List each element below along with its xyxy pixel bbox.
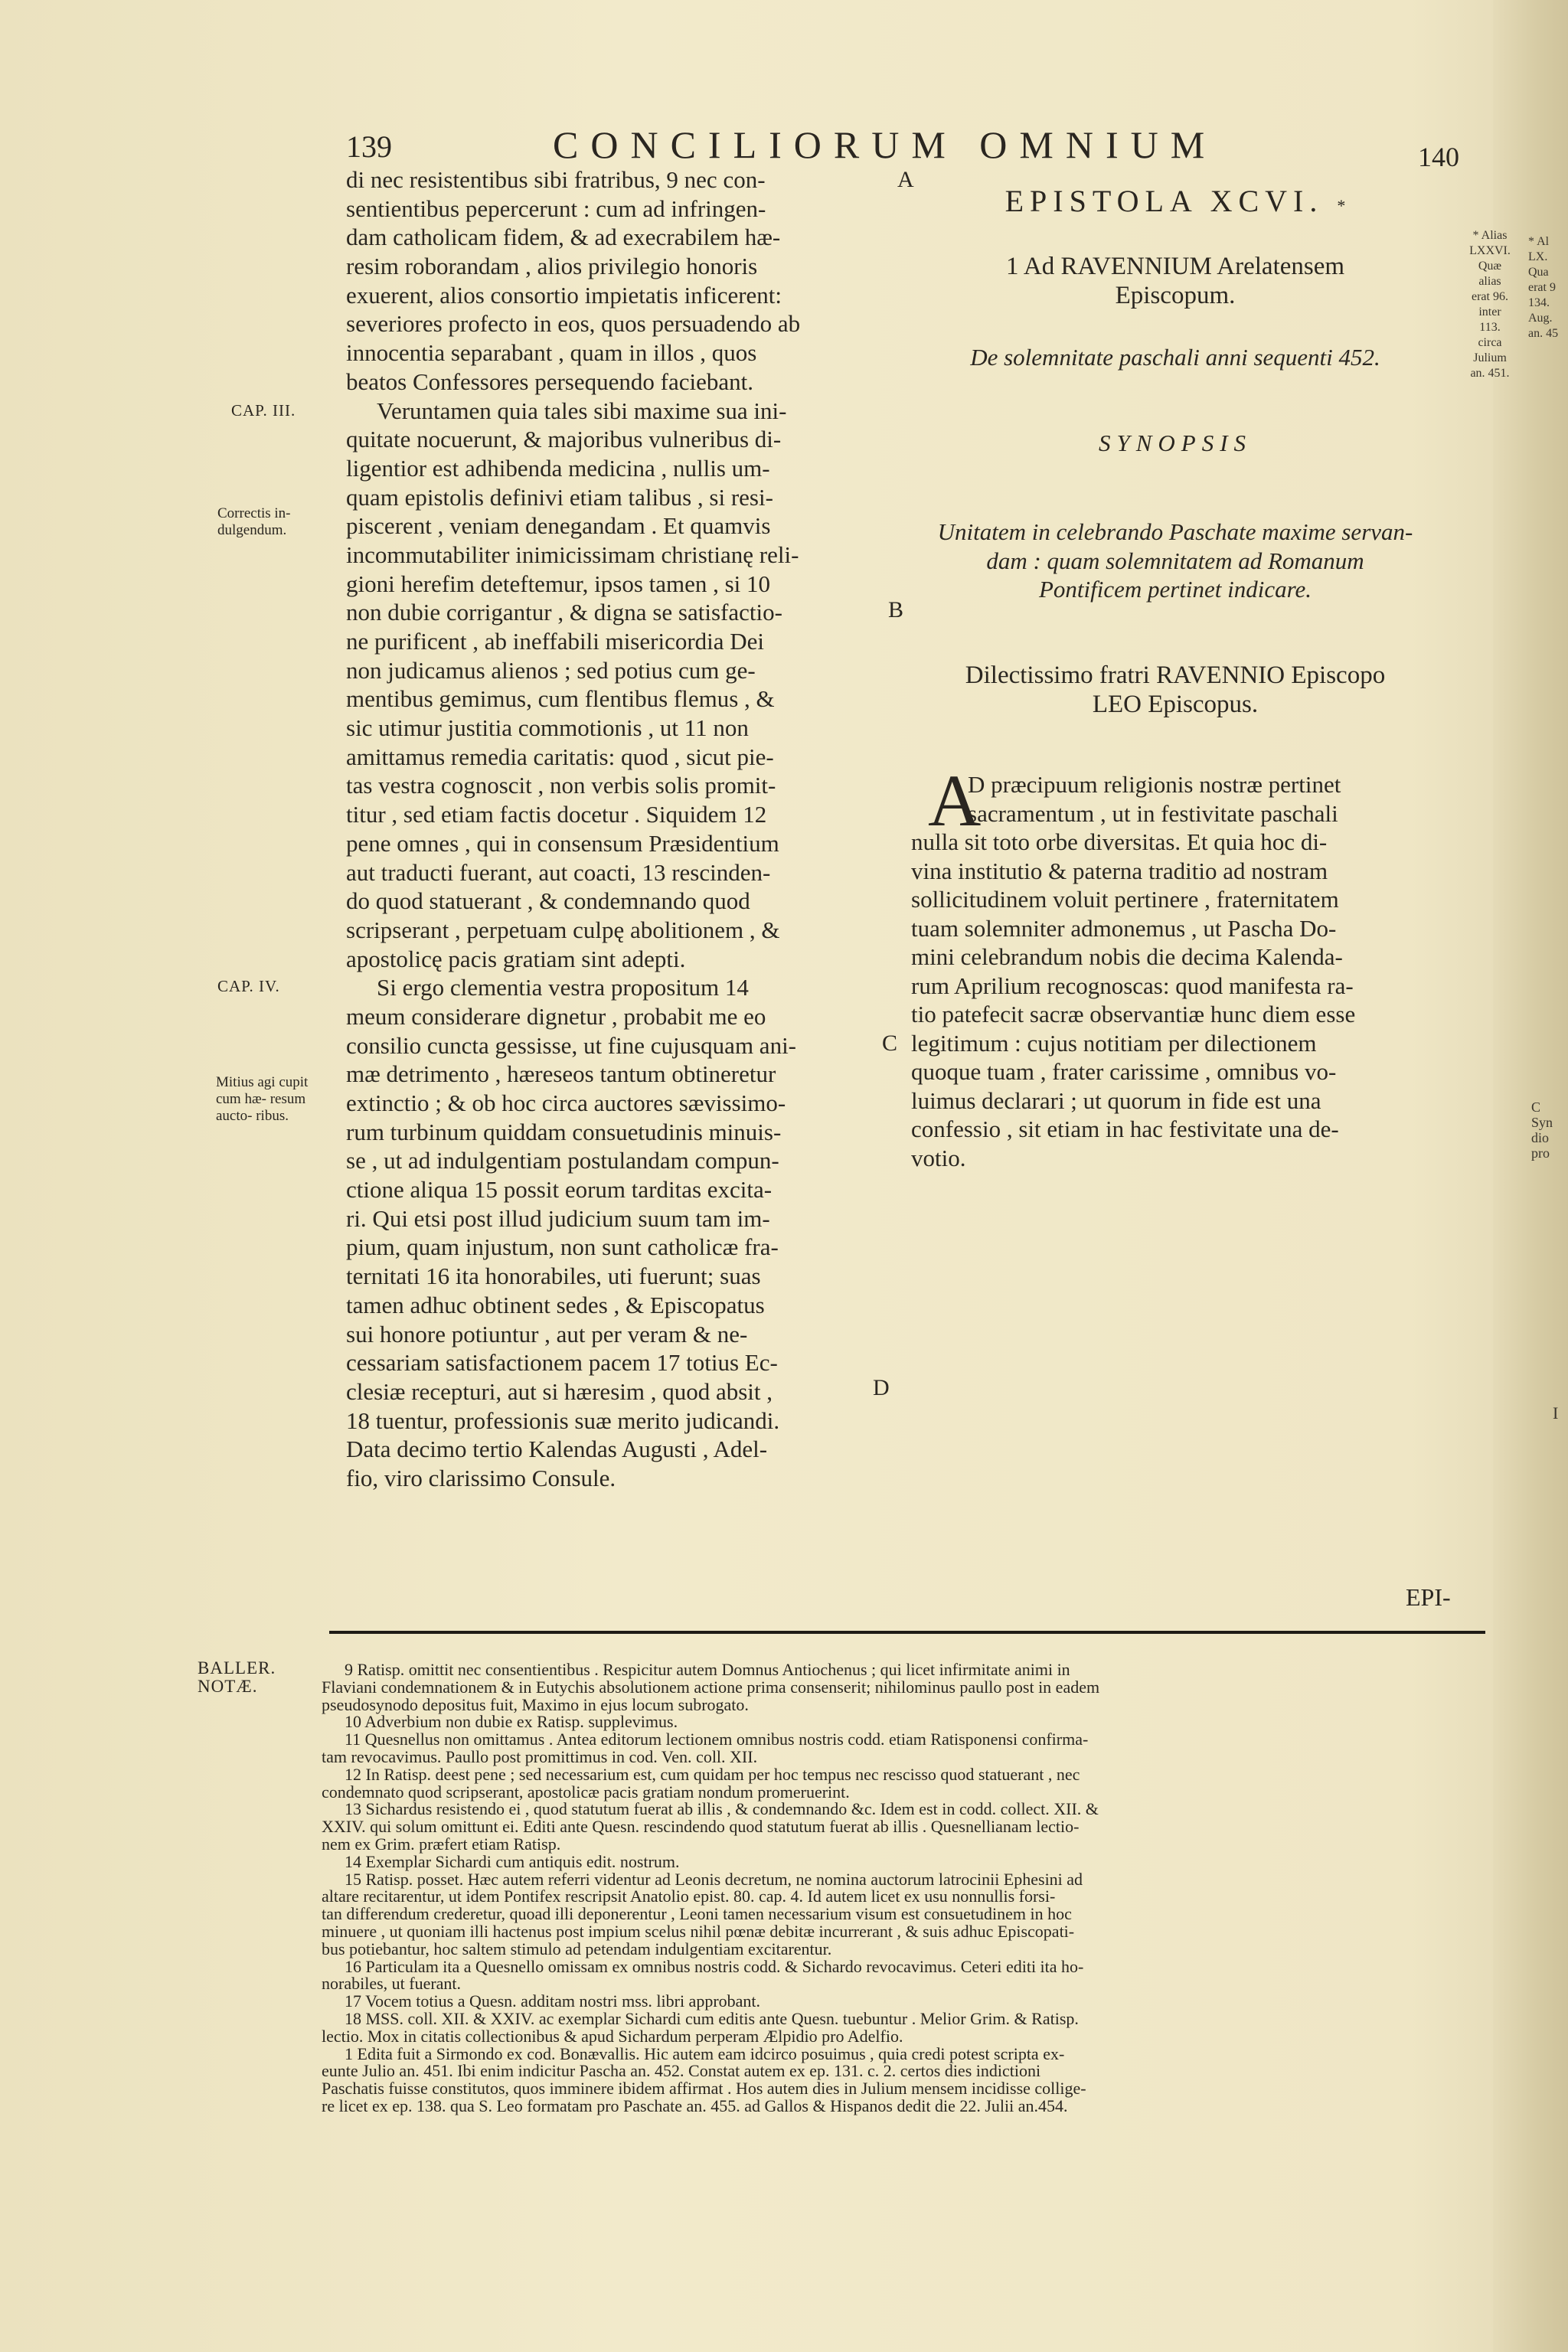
epistle-line: quoque tuam , frater carissime , omnibus vo-: [911, 1058, 1337, 1085]
facing-edge-c-line: C: [1531, 1099, 1541, 1115]
body-line: quitate nocuerunt, & majoribus vulneribus di-: [346, 426, 782, 453]
body-line: sic utimur justitia commotionis , ut 11 non: [346, 714, 749, 742]
section-letter-d: D: [873, 1375, 890, 1400]
footnote-line: XXIV. qui solum omittunt ei. Editi ante Quesn. rescindendo quod statutum fuerat ab illis . Quesnellianam lectio-: [322, 1817, 1080, 1837]
footnote-line: nem ex Grim. præfert etiam Ratisp.: [322, 1834, 561, 1854]
footnote-line: 9 Ratisp. omittit nec consentientibus . Respicitur autem Domnus Antiochenus ; qui licet infirmitate animi in: [345, 1660, 1070, 1679]
section-letter-b: B: [888, 597, 904, 622]
body-line: di nec resistentibus sibi fratribus, 9 nec con-: [346, 166, 766, 193]
body-line: Si ergo clementia vestra propositum 14: [377, 974, 749, 1001]
body-line: scripserant , perpetuam culpę abolitionem , &: [346, 916, 780, 943]
facing-edge-line: LX.: [1528, 250, 1548, 263]
epistle-line: nulla sit toto orbe diversitas. Et quia hoc di-: [911, 828, 1328, 855]
body-line: severiores profecto in eos, quos persuadendo ab: [346, 310, 801, 338]
edge-note-line: circa Julium: [1473, 336, 1507, 364]
synopsis-line: Pontificem pertinet indicare.: [1038, 576, 1312, 603]
addressee-line-1: 1 Ad RAVENNIUM Arelatensem: [1005, 253, 1345, 280]
synopsis-line: Unitatem in celebrando Paschate maxime servan-: [937, 518, 1413, 545]
body-line: gioni herefim deteftemur, ipsos tamen , si 10: [346, 570, 771, 597]
body-line: dam catholicam fidem, & ad execrabilem hæ-: [346, 224, 781, 251]
body-line: meum considerare dignetur , probabit me eo: [346, 1002, 766, 1030]
facing-edge-line: Aug.: [1528, 312, 1553, 325]
epistle-line: sollicitudinem voluit pertinere , fraternitatem: [911, 886, 1339, 913]
facing-edge-c-line: pro: [1531, 1145, 1550, 1161]
body-line: innocentia separabant , quam in illos , quos: [346, 339, 757, 367]
footnote-line: Flaviani condemnationem & in Eutychis absolutionem actione prima consenserit; nihilominus paullo post in eadem: [322, 1677, 1100, 1697]
edge-note-line: * Alias: [1472, 229, 1508, 242]
body-line: 18 tuentur, professionis suæ merito judicandi.: [346, 1406, 780, 1434]
body-line: Data decimo tertio Kalendas Augusti , Adel-: [346, 1436, 768, 1463]
footnote-line: 16 Particulam ita a Quesnello omissam ex omnibus nostris codd. & Sichardo revocavimus. Ceteri editi ita ho-: [345, 1956, 1084, 1976]
epistle-line: luimus declarari ; ut quorum in fide est una: [911, 1086, 1321, 1114]
body-line: ctione aliqua 15 possit eorum tarditas excita-: [346, 1176, 773, 1204]
footnote-line: minuere , ut quoniam illi hactenus post impium scelus nihil pœnæ debitæ incurrerant , & suis adhuc Episcopati-: [322, 1921, 1075, 1941]
body-line: incommutabiliter inimicissimam christianę reli-: [346, 541, 799, 568]
synopsis-text: [903, 518, 1447, 604]
body-line: fio, viro clarissimo Consule.: [346, 1464, 616, 1491]
epistle-line: D præcipuum religionis nostræ pertinet: [968, 771, 1341, 798]
notes-label-baller: BALLER.: [198, 1658, 276, 1677]
footnote-line: 17 Vocem totius a Quesn. additam nostri mss. libri approbant.: [345, 1991, 761, 2011]
epistle-line: legitimum : cujus notitiam per dilectionem: [911, 1029, 1317, 1057]
margin-cap-iv: CAP. IV.: [217, 977, 280, 995]
footnote-line: re licet ex ep. 138. qua S. Leo formatam pro Paschate an. 455. ad Gallos & Hispanos dedit die 22. Julii an.454.: [322, 2096, 1068, 2115]
facing-edge-line: 134.: [1528, 296, 1550, 309]
footnote-line: tan differendum crederetur, quoad illi deponerentur , Leoni tamen necessarium visum est consuetudinem in hoc: [322, 1904, 1072, 1924]
section-letter-a: A: [897, 167, 914, 192]
footnote-line: altare recitarentur, ut idem Pontifex rescripsit Anatolio epist. 80. cap. 4. Id autem licet ex usu nonnullis forsi-: [322, 1886, 1056, 1906]
body-line: do quod statuerant , & condemnando quod: [346, 887, 750, 915]
facing-edge-c-line: Syn: [1531, 1115, 1553, 1130]
footnote-line: 18 MSS. coll. XII. & XXIV. ac exemplar Sichardi cum editis ante Quesn. tuebuntur . Melior Grim. & Ratisp.: [345, 2008, 1079, 2028]
catchword: EPI-: [1406, 1583, 1451, 1611]
subject-line: De solemnitate paschali anni sequenti 452.: [970, 344, 1380, 371]
facing-edge-line: erat 9: [1528, 281, 1556, 294]
footnote-line: Paschatis fuisse constitutos, quos imminere ibidem affirmat . Hos autem dies in Julium mensem incidisse collige-: [322, 2079, 1086, 2099]
footnote-line: 15 Ratisp. posset. Hæc autem referri videntur ad Leonis decretum, ne nomina auctorum latrocinii Ephesini ad: [345, 1869, 1083, 1889]
body-line: apostolicę pacis gratiam sint adepti.: [346, 945, 686, 972]
right-page-number: 140: [1418, 142, 1459, 172]
facing-edge-line: an. 45: [1528, 327, 1559, 340]
footnote-line: bus potiebantur, hoc saltem stimulo ad petendam indulgentiam excitarentur.: [322, 1939, 832, 1958]
salutation-line-2: LEO Episcopus.: [1092, 691, 1259, 718]
body-line: mentibus gemimus, cum flentibus flemus , &: [346, 685, 775, 713]
body-line: se , ut ad indulgentiam postulandam compun-: [346, 1147, 779, 1174]
facing-edge-line: * Al: [1528, 235, 1550, 248]
epistle-line: confessio , sit etiam in hac festivitate una de-: [911, 1116, 1339, 1142]
epistle-line: votio.: [911, 1144, 966, 1171]
facing-page-edge-c: [1531, 1099, 1568, 1161]
margin-cap-iii: CAP. III.: [231, 401, 296, 420]
body-line: ligentior est adhibenda medicina , nullis um-: [346, 454, 770, 482]
body-line: sentientibus pepercerunt : cum ad infringen-: [346, 194, 766, 222]
body-line: sui honore potiuntur , aut per veram & ne-: [346, 1320, 748, 1348]
body-line: pene omnes , qui in consensum Præsidentium: [346, 829, 779, 857]
body-line: amittamus remedia caritatis: quod , sicut pie-: [346, 743, 774, 770]
facing-page-edge-i: I: [1553, 1403, 1559, 1423]
left-page-number: 139: [346, 129, 392, 164]
body-line: Veruntamen quia tales sibi maxime sua ini-: [377, 397, 787, 424]
body-line: mæ detrimento , hæreseos tantum obtineretur: [346, 1060, 776, 1088]
footnote-line: 13 Sichardus resistendo ei , quod statutum fuerat ab illis , & condemnando &c. Idem est in codd. collect. XII. &: [345, 1799, 1099, 1819]
footnote-line: norabiles, ut fuerant.: [322, 1974, 462, 1994]
footnote-line: pseudosynodo depositus fuit, Maximo in ejus locum subrogato.: [322, 1694, 749, 1714]
body-line: pium, quam injustum, non sunt catholicæ fra-: [346, 1233, 779, 1261]
edge-note-line: erat 96. inter: [1472, 290, 1508, 318]
facing-edge-c-line: dio: [1531, 1130, 1550, 1145]
epistle-body-text: [911, 760, 1447, 1172]
body-line: titur , sed etiam factis docetur . Siquidem 12: [346, 801, 767, 828]
facing-edge-line: Qua: [1528, 266, 1549, 279]
footnote-line: 14 Exemplar Sichardi cum antiquis edit. nostrum.: [345, 1851, 680, 1871]
epistle-title: [911, 184, 1439, 220]
addressee-line-2: Episcopum.: [1115, 282, 1236, 309]
footnote-line: 1 Edita fuit a Sirmondo ex cod. Bonævallis. Hic autem eam idcirco posuimus , quia credi potest scripta ex-: [345, 2043, 1065, 2063]
body-line: ne purificent , ab ineffabili misericordia Dei: [346, 628, 765, 655]
body-line: consilio cuncta gessisse, ut fine cujusquam ani-: [346, 1031, 797, 1059]
epistle-line: mini celebrandum nobis die decima Kalenda-: [911, 943, 1343, 970]
body-line: exuerent, alios consortio impietatis inficerent:: [346, 281, 782, 309]
footnote-rule: [329, 1631, 1485, 1634]
epistle-line: sacramentum , ut in festivitate paschali: [968, 799, 1338, 827]
margin-correctis: Correctis in- dulgendum.: [217, 505, 291, 538]
body-line: clesiæ recepturi, aut si hæresim , quod absit ,: [346, 1377, 773, 1405]
footnote-line: 10 Adverbium non dubie ex Ratisp. supplevimus.: [345, 1712, 678, 1732]
synopsis-line: dam : quam solemnitatem ad Romanum: [986, 547, 1364, 574]
footnote-line: 11 Quesnellus non omittamus . Antea editorum lectionem omnibus nostris codd. etiam Ratisponensi confirma-: [345, 1730, 1089, 1749]
body-line: ri. Qui etsi post illud judicium suum tam im-: [346, 1204, 770, 1232]
body-line: tas vestra cognoscit , non verbis solis promit-: [346, 772, 776, 799]
body-line: aut traducti fuerant, aut coacti, 13 rescinden-: [346, 858, 771, 886]
facing-page-edge-notes: [1528, 234, 1568, 341]
body-line: non judicamus alienos ; sed potius cum ge-: [346, 656, 756, 684]
body-line: rum turbinum quiddam consuetudinis minuis-: [346, 1118, 782, 1145]
salutation-line-1: Dilectissimo fratri RAVENNIO Episcopo: [965, 662, 1386, 689]
body-line: extinctio ; & ob hoc circa auctores sævissimo-: [346, 1089, 786, 1116]
epistle-line: tio patefecit sacræ observantiæ hunc diem esse: [911, 1001, 1356, 1027]
epistle-title-text: EPISTOLA XCVI.: [1004, 184, 1324, 218]
footnotes-body: [322, 1661, 1485, 2115]
body-line: tamen adhuc obtinent sedes , & Episcopatus: [346, 1291, 765, 1318]
body-line: non dubie corrigantur , & digna se satisfactio-: [346, 599, 782, 626]
margin-mitius: Mitius agi cupit cum hæ- resum aucto- ribus.: [216, 1074, 309, 1124]
body-line: cessariam satisfactionem pacem 17 totius Ec-: [346, 1349, 778, 1377]
body-line: beatos Confessores persequendo faciebant.: [346, 368, 753, 395]
epistle-line: rum Aprilium recognoscas: quod manifesta ra-: [911, 972, 1354, 999]
footnote-line: 12 In Ratisp. deest pene ; sed necessarium est, cum quidam per hoc tempus nec rescisso quod statuerant , nec: [345, 1764, 1080, 1784]
edge-note-line: 113.: [1479, 321, 1501, 334]
body-line: resim roborandam , alios privilegio honoris: [346, 253, 758, 280]
body-line: ternitati 16 ita honorabiles, uti fuerunt; suas: [346, 1263, 761, 1290]
running-title: CONCILIORUM OMNIUM: [553, 123, 1217, 166]
footnote-line: tam revocavimus. Paullo post promittimus in cod. Ven. coll. XII.: [322, 1746, 758, 1766]
footnote-line: lectio. Mox in citatis collectionibus & apud Sichardum perperam Ælpidio pro Adelfio.: [322, 2026, 903, 2046]
footnote-line: eunte Julio an. 451. Ibi enim indicitur Pascha an. 452. Constat autem ex ep. 131. c. 2. certos dies indictioni: [322, 2061, 1041, 2081]
letter-body-text: [346, 165, 905, 1493]
edge-note-column: [1468, 228, 1511, 381]
section-letter-c: C: [882, 1031, 898, 1056]
edge-note-line: Quæ alias: [1478, 260, 1502, 288]
drop-cap: A: [928, 760, 982, 841]
edge-note-line: LXXVI.: [1469, 244, 1511, 257]
body-line: piscerent , veniam denegandam . Et quamvis: [346, 512, 771, 540]
body-line: quam epistolis definivi etiam talibus , si resi-: [346, 483, 773, 511]
epistle-line: tuam solemniter admonemus , ut Pascha Do-: [911, 914, 1337, 942]
edge-note-line: an. 451.: [1470, 367, 1510, 380]
notes-label-notae: NOTÆ.: [198, 1677, 258, 1696]
synopsis-title: SYNOPSIS: [1098, 430, 1253, 456]
footnote-line: condemnato quod scripserant, apostolicæ pacis gratiam nondum promeruerint.: [322, 1782, 850, 1802]
epistle-asterisk: *: [1337, 196, 1346, 215]
epistle-line: vina institutio & paterna traditio ad nostram: [911, 857, 1328, 884]
